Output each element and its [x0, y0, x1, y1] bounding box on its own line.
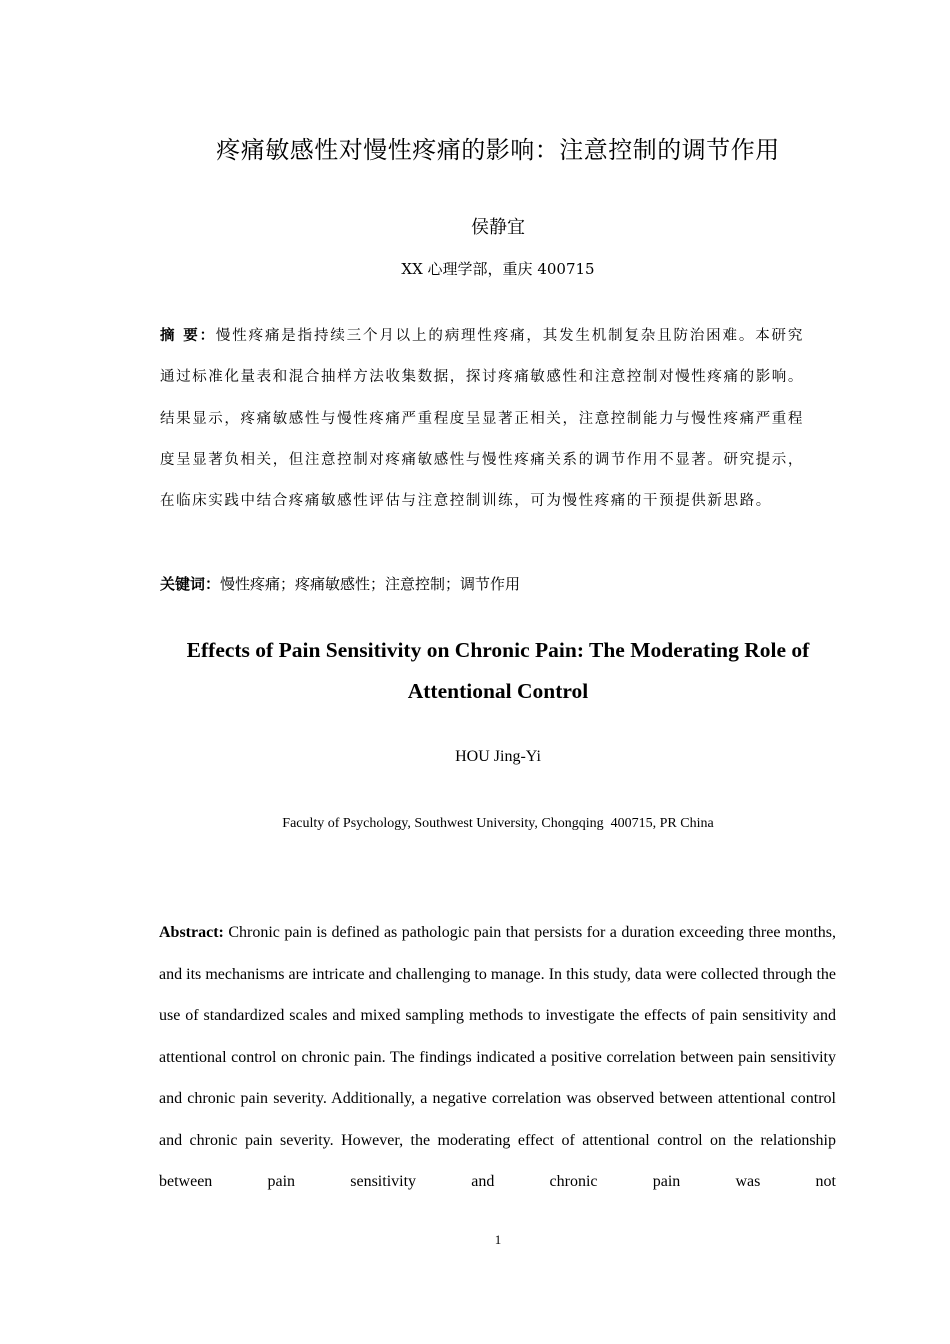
chinese-keywords-label: 关键词： — [160, 575, 221, 593]
page-number: 1 — [494, 1232, 502, 1247]
chinese-author: 侯静宜 — [471, 217, 525, 238]
english-abstract — [159, 912, 836, 1203]
english-author: HOU Jing-Yi — [455, 748, 541, 765]
chinese-title: 疼痛敏感性对慢性疼痛的影响：注意控制的调节作用 — [216, 136, 780, 164]
english-title: Effects of Pain Sensitivity on Chronic Pain: The Moderating Role of Attentional Control — [186, 638, 810, 703]
chinese-affiliation: XX 心理学部，重庆 400715 — [401, 260, 595, 278]
chinese-keywords — [160, 571, 840, 597]
english-abstract-text: Chronic pain is defined as pathologic pain that persists for a duration exceeding three months, and its mechanisms are intricate and challenging to manage. In this study, data were collected through the use of standardized scales and mixed sampling methods to investigate the effects of pain sensitivity and attentional control on chronic pain. The findings indicated a positive correlation between pain sensitivity and chronic pain severity. Additionally, a negative correlation was observed between attentional control and chronic pain severity. However, the moderating effect of attentional control on the relationship between pain sensitivity and chronic pain was not — [159, 924, 837, 1190]
chinese-abstract-text: 慢性疼痛是指持续三个月以上的病理性疼痛，其发生机制复杂且防治困难。本研究通过标准化量表和混合抽样方法收集数据，探讨疼痛敏感性和注意控制对慢性疼痛的影响。结果显示，疼痛敏感性与慢性疼痛严重程度呈显著正相关，注意控制能力与慢性疼痛严重程度呈显著负相关，但注意控制对疼痛敏感性与慢性疼痛关系的调节作用不显著。研究提示，在临床实践中结合疼痛敏感性评估与注意控制训练，可为慢性疼痛的干预提供新思路。 — [160, 328, 804, 510]
chinese-keywords-text: 慢性疼痛；疼痛敏感性；注意控制；调节作用 — [220, 575, 521, 593]
chinese-abstract-label: 摘 要： — [160, 328, 216, 344]
english-abstract-label: Abstract: — [159, 924, 224, 941]
english-affiliation: Faculty of Psychology, Southwest University, Chongqing 400715, PR China — [282, 816, 714, 831]
chinese-abstract — [160, 316, 804, 522]
